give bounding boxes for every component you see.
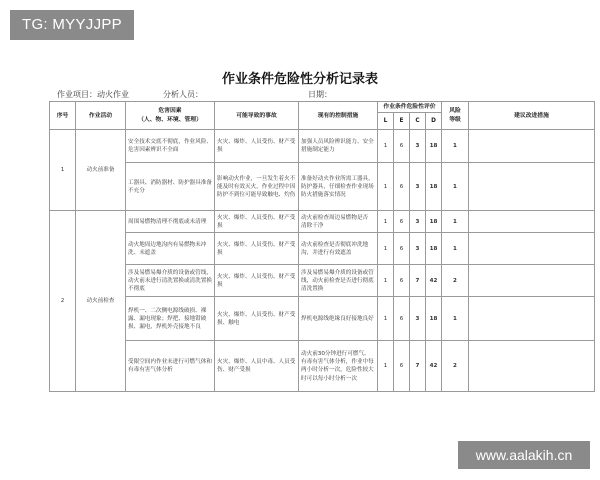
e-cell: 6 [394, 211, 410, 233]
control-cell: 焊机电源线绝缘良好接地良好 [299, 297, 378, 341]
level-cell: 1 [442, 211, 469, 233]
header-e: E [394, 113, 410, 130]
table-row [50, 233, 595, 265]
activity-cell: 动火前检查 [76, 211, 126, 392]
date-label: 日期： [308, 90, 332, 99]
d-cell: 42 [426, 265, 442, 297]
hazard-analysis-table [49, 101, 595, 392]
e-cell: 6 [394, 341, 410, 392]
accident-cell: 火灾、爆炸、人员受伤、财产受损 [215, 130, 299, 163]
accident-cell: 火灾、爆炸、人员中毒、人员受伤、财产受损 [215, 341, 299, 392]
control-cell: 动火前30分钟进行可燃气、有毒有害气体分析，作业中每两小时分析一次，危险性较大时可以每小时分析一次 [299, 341, 378, 392]
header-seq: 序号 [50, 102, 76, 130]
hazard-cell: 受限空间内作业未进行可燃气体和有毒有害气体分析 [126, 341, 215, 392]
level-cell: 1 [442, 233, 469, 265]
c-cell: 7 [410, 265, 426, 297]
d-cell: 18 [426, 233, 442, 265]
level-cell: 1 [442, 163, 469, 211]
watermark-top-left: TG: MYYJJPP [10, 10, 134, 40]
seq-cell: 1 [50, 130, 76, 211]
suggest-cell [469, 297, 595, 341]
c-cell: 3 [410, 297, 426, 341]
activity-cell: 动火前准备 [76, 130, 126, 211]
accident-cell: 火灾、爆炸、人员受伤、财产受损 [215, 265, 299, 297]
header-accident: 可能导致的事故 [215, 102, 299, 130]
l-cell: 1 [378, 297, 394, 341]
table-row [50, 130, 595, 163]
c-cell: 3 [410, 211, 426, 233]
l-cell: 1 [378, 211, 394, 233]
l-cell: 1 [378, 265, 394, 297]
accident-cell: 火灾、爆炸、人员受伤、财产受损 [215, 233, 299, 265]
suggest-cell [469, 163, 595, 211]
e-cell: 6 [394, 297, 410, 341]
table-row [50, 211, 595, 233]
header-control: 现有的控制措施 [299, 102, 378, 130]
control-cell: 动火前检查是否彻底冲洗地沟，并进行有效遮盖 [299, 233, 378, 265]
l-cell: 1 [378, 233, 394, 265]
suggest-cell [469, 341, 595, 392]
header-d: D [426, 113, 442, 130]
accident-cell: 火灾、爆炸、人员受伤、财产受损、触电 [215, 297, 299, 341]
c-cell: 3 [410, 233, 426, 265]
control-cell: 涉及易燃易爆介质的设备或管线，动火前检查是否进行彻底清洗置换 [299, 265, 378, 297]
suggest-cell [469, 233, 595, 265]
level-cell: 2 [442, 341, 469, 392]
accident-cell: 火灾、爆炸、人员受伤、财产受损 [215, 211, 299, 233]
level-cell: 1 [442, 130, 469, 163]
table-row [50, 341, 595, 392]
suggest-cell [469, 265, 595, 297]
page-title: 作业条件危险性分析记录表 [221, 72, 378, 87]
d-cell: 42 [426, 341, 442, 392]
d-cell: 18 [426, 130, 442, 163]
level-cell: 1 [442, 297, 469, 341]
level-cell: 2 [442, 265, 469, 297]
suggest-cell [469, 211, 595, 233]
watermark-bottom-right: www.aalakih.cn [458, 441, 590, 469]
hazard-cell: 涉及易燃易爆介质的设备或管线，动火前未进行清洗置换或清洗置换不彻底 [126, 265, 215, 297]
l-cell: 1 [378, 130, 394, 163]
header-suggest: 建议改进措施 [469, 102, 595, 130]
header-eval: 作业条件危险性评价 [378, 102, 442, 113]
hazard-cell: 安全技术交底不彻底，作业风险、危害因素辨识不全面 [126, 130, 215, 163]
table-row [50, 297, 595, 341]
hazard-cell: 工器具、消防器材、防护器具准备不充分 [126, 163, 215, 211]
header-activity: 作业活动 [76, 102, 126, 130]
project-label: 作业项目：动火作业 [57, 90, 129, 99]
e-cell: 6 [394, 130, 410, 163]
e-cell: 6 [394, 233, 410, 265]
c-cell: 7 [410, 341, 426, 392]
hazard-cell: 焊机一、二次侧电源线破损、裸露、漏电现象；焊把、接地钳破损、漏电，焊机外壳接地不良 [126, 297, 215, 341]
d-cell: 18 [426, 211, 442, 233]
hazard-cell: 动火地周边地沟内有易燃物未冲洗、未遮盖 [126, 233, 215, 265]
e-cell: 6 [394, 265, 410, 297]
suggest-cell [469, 130, 595, 163]
header-level: 风险 等级 [442, 102, 469, 130]
c-cell: 3 [410, 163, 426, 211]
d-cell: 18 [426, 163, 442, 211]
table-row [50, 163, 595, 211]
control-cell: 准备好动火作业所需工器具，防护器具，仔细检查作业现场防火措施落实情况 [299, 163, 378, 211]
seq-cell: 2 [50, 211, 76, 392]
c-cell: 3 [410, 130, 426, 163]
e-cell: 6 [394, 163, 410, 211]
header-l: L [378, 113, 394, 130]
hazard-cell: 周围易燃物清理不彻底或未清理 [126, 211, 215, 233]
control-cell: 加强人员风险辨识能力、安全措施制定能力 [299, 130, 378, 163]
l-cell: 1 [378, 163, 394, 211]
d-cell: 18 [426, 297, 442, 341]
header-hazard: 危害因素 （人、物、环境、管理） [126, 102, 215, 130]
accident-cell: 影响动火作业，一旦发生着火不能及时有效灭火，作业过程中因防护不到位可能导致触电、灼伤 [215, 163, 299, 211]
analyst-label: 分析人员： [163, 90, 203, 99]
control-cell: 动火前检查周边易燃物是否 清除干净 [299, 211, 378, 233]
header-c: C [410, 113, 426, 130]
table-row [50, 265, 595, 297]
l-cell: 1 [378, 341, 394, 392]
